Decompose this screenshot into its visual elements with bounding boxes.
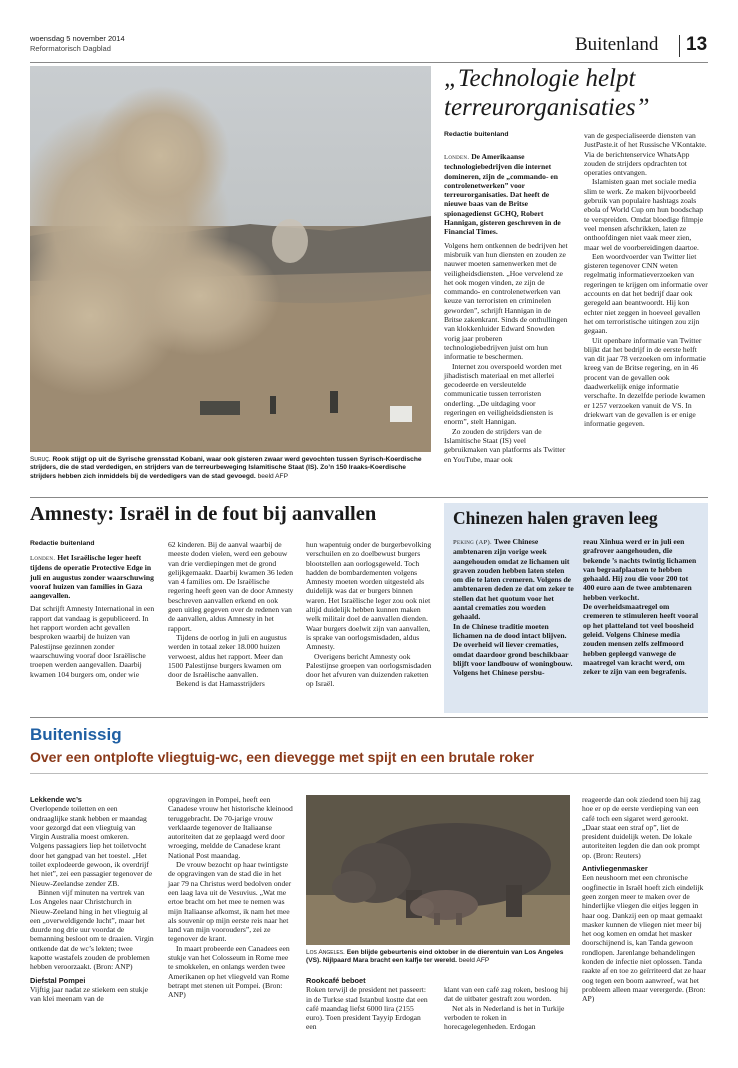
buitenissig-kicker: Buitenissig — [30, 725, 122, 744]
amnesty-paragraph: Overigens bericht Amnesty ook Palestijnse groepen van oorlogsmisdaden door het afvuren van duizenden raketten op Israël. — [306, 651, 432, 689]
header-paper: Reformatorisch Dagblad — [30, 44, 111, 53]
amnesty-intro: Het Israëlische leger heeft tijdens de operatie Protective Edge in juli en augustus zonder waarschuwing vooraf huizen van families in Gaza aangevallen. — [30, 553, 154, 601]
subhead-antivliegen: Antivliegenmasker — [582, 864, 648, 874]
china-paragraph: De overheidsmaatregel om cremeren te stimuleren heeft vooral op het platteland tot veel boosheid geleid. Volgens Chinese media zouden mensen zelfs zelfmoord hebben gepleegd vanwege de maatregel van kracht werd, om zeker te zijn van een begrafenis. — [583, 602, 699, 677]
amnesty-column-1 — [30, 553, 156, 679]
lead-paragraph: van de gespecialiseerde diensten van JustPaste.it of het Russische VKontakte. Via de berichtenservice WhatsApp zouden de strijders opdrachten tot operaties ontvangen. — [584, 131, 707, 178]
hippo-photo — [306, 795, 570, 945]
china-box — [444, 503, 708, 713]
section-rule — [30, 497, 708, 498]
lead-paragraph: Volgens hem ontkennen de bedrijven het misbruik van hun diensten en zouden ze nauwer moeten samenwerken met de veiligheidsdiensten. „Hoe vervelend ze het ook mogen vinden, ze zijn de commando- en controlenetwerken van keuze van terroristen en criminelen geworden”, schrijft Hannigan in de Britse zakenkrant. Sinds de onthullingen van klokkenluider Edward Snowden vorig jaar proberen technologiebedrijven juist om hun informatie te beschermen. — [444, 240, 568, 362]
caption-text: Rook stijgt op uit de Syrische grensstad Kobani, waar ook gisteren zwaar werd gevochten tussen Syrisch-Koerdische strijders, die de stad verdedigen, en strijders van de terreurbeweging Islamitische Staat (IS). Zo’n 150 Iraaks-Koerdische strijders hebben zich inmiddels bij de verdedigers van de stad gevoegd. — [30, 456, 422, 480]
buitenissig-paragraph: klant van een café zag roken, besloog hij dat de uitbater gestraft zou worden. — [444, 985, 568, 1004]
china-paragraph: In de Chinese traditie moeten lichamen na de dood intact blijven. De overheid wil liever crematies, omdat daardoor grond beschikbaar blijft voor landbouw of woningbouw. Volgens het Chinese persbu- — [453, 621, 573, 678]
amnesty-column-2 — [168, 540, 294, 689]
amnesty-paragraph: 62 kinderen. Bij de aanval waarbij de meeste doden vielen, werd een gebouw van drie verdiepingen met de grond gelijkgemaakt. Daarbij kwamen 36 leden van 4 families om. De Israëlische regering heeft geen van de door Amnesty beschreven aanvallen erkend en ook geen uitleg gegeven over de redenen van de aanvallen, aldus Amnesty in het rapport. — [168, 540, 294, 633]
kobani-photo — [30, 66, 431, 452]
section-rule — [30, 773, 708, 774]
amnesty-headline: Amnesty: Israël in de fout bij aanvallen — [30, 503, 377, 525]
page-number: 13 — [686, 34, 708, 55]
header-date: woensdag 5 november 2014 — [30, 34, 125, 43]
kobani-caption — [30, 456, 431, 481]
caption-text: Een blijde gebeurtenis eind oktober in de dierentuin van Los Angeles (VS). Nijlpaard Mara bracht een kalfje ter wereld. — [306, 949, 564, 965]
caption-credit: beeld AFP — [458, 957, 490, 965]
amnesty-paragraph: hun wapentuig onder de burgerbevolking verschuilen en zo doelbewust burgers blootstellen aan oorlogsgeweld. Toch hadden de bombardementen volgens Amnesty moeten worden uitgesteld als duidelijk was dat er burgers binnen waren. Het Israëlische leger zou ook niet altijd duidelijk hebben kunnen maken welk militair doel de aanvallen dienden. Waar burgers doelwit zijn van aanvallen, is sprake van oorlogsmisdaden, aldus Amnesty. — [306, 540, 432, 652]
amnesty-paragraph: Tijdens de oorlog in juli en augustus werden in totaal zeker 18.000 huizen verwoest, aldus het rapport. Meer dan 1500 Palestijnse burgers kwamen om door de Israëlische aanvallen. — [168, 632, 287, 680]
buitenissig-paragraph: Binnen vijf minuten na vertrek van Los Angeles naar Christchurch in Nieuw-Zeeland hing in het vliegtuig al een „overweldigende lucht”, maar het duurde nog drie uur voordat de bemanning besloot om te draaien. Virgin ontkende dat de wc’s lekten; twee kapotte wastafels zouden de problemen hebben veroorzaakt. (Bron: ANP) — [30, 887, 154, 972]
lead-column-2 — [584, 131, 708, 429]
buitenissig-paragraph: Een neushoorn met een chronische oogfinectie in Israël hoeft zich eindelijk geen zorgen meer te maken over de hinderlijke vliegen die eitjes leggen in haar oog. Dankzij een op maat gemaakt masker kunnen de vliegen niet meer bij het oog komen en omdat het masker doorschijnend is, kan Tanda gewoon rondlopen. Jarenlange behandelingen konden de infectie niet oplossen. Tanda raakte af en toe zo geïrriteerd dat ze haar oog tegen een boom aanwreef, wat het probleem alleen maar verergerde. (Bron: AP) — [582, 873, 706, 1004]
subhead-rookcafe: Rookcafé beboet — [306, 976, 366, 985]
header-rule — [30, 62, 708, 63]
amnesty-column-3 — [306, 540, 432, 689]
amnesty-byline: Redactie buitenland — [30, 540, 95, 547]
lead-paragraph: Internet zou overspoeld worden met jihadistisch materiaal en met allerlei gecodeerde en versleutelde communicatie tussen terroristen onderling. „De uitdaging voor regeringen en veiligheidsdiensten is enorm”, stelt Hannigan. — [444, 361, 562, 427]
buitenissig-paragraph: De vrouw bezocht op haar twintigste de opgravingen van de stad die in het jaar 79 na Christus werd bedolven onder een laag lava uit de Vesuvius. „Wat me ertoe bracht om het mee te nemen was mijn Italiaanse afkomst, ik nam het mee als souvenir op mijn eerste reis naar het land van mijn voorouders”, zei ze tegenover de krant. — [168, 860, 292, 944]
lead-dateline: Londen. — [444, 154, 470, 161]
rookcafe-column-b — [444, 985, 568, 1031]
lead-paragraph: Een woordvoerder van Twitter liet gisteren tegenover CNN weten regelmatig informatieverzoeken van regeringen te krijgen om informatie over accounts en dat het bedrijf daar ook geregeld aan beantwoordt. Hij kon echter niet zeggen in hoeveel gevallen het om terroristische uitingen zou zijn gegaan. — [584, 251, 708, 336]
caption-credit: beeld AFP — [257, 472, 288, 480]
buitenissig-paragraph: Vijftig jaar nadat ze stiekem een stukje van klei meenam van de — [30, 984, 149, 1004]
subhead-lekkende: Lekkende wc’s — [30, 795, 82, 804]
caption-location: Suruç. — [30, 456, 51, 463]
buitenissig-paragraph: Net als in Nederland is het in Turkije verboden te roken in horecagelegenheden. Erdogan — [444, 1003, 565, 1032]
lead-paragraph: Zo zouden de strijders van de Islamitische Staat (IS) veel gebruikmaken van platforms als Twitter en YouTube, maar ook — [444, 426, 566, 464]
buitenissig-paragraph: opgravingen in Pompei, heeft een Canadese vrouw het historische kleinood teruggebracht. De 70-jarige vrouw verklaarde tegenover de Italiaanse autoriteiten dat ze geplaagd werd door wroeging, meldde de Canadese krant National Post maandag. — [168, 795, 293, 860]
amnesty-dateline: Londen. — [30, 555, 56, 562]
hippo-caption — [306, 949, 570, 966]
lead-paragraph: Uit openbare informatie van Twitter blijkt dat het bedrijf in de eerste helft van dit jaar 78 verzoeken om informatie kreeg van de Britse regering, en in 46 procent van de gevallen ook daadwerkelijk enige informatie verschafte. In dezelfde periode kwamen er 1257 verzoeken vanuit de VS. In driekwart van de gevallen is er enige informatie gegeven. — [584, 335, 706, 429]
header-divider — [679, 35, 680, 57]
buitenissig-paragraph: reageerde dan ook ziedend toen hij zag hoe er op de eerste verdieping van een café toch een sigaret werd gerookt. „Daar staat een straf op”, liet de president duidelijk weten. De lokale autoriteiten legden die dan ook prompt op. (Bron: Reuters) — [582, 795, 701, 860]
buitenissig-column-1 — [30, 795, 154, 1004]
buitenissig-paragraph: Overlopende toiletten en een ondraaglijke stank hebben er maandag voor gezorgd dat een vliegtuig van Virgin Australia moest omkeren. Volgens passagiers liep het toiletvocht door het gangpad van het toestel. „Het toilet explodeerde gewoon, ik overdrijf het niet”, zei een passagier tegenover de Nieuw-Zeelandse zender ZB. — [30, 804, 153, 888]
lead-intro: De Amerikaanse technologiebedrijven die internet domineren, zijn de „commando- en controlenetwerken” voor terreurorganisaties. Dat heeft de nieuwe baas van de Britse spionagedienst GCHQ, Robert Hannigan, gisteren geschreven in de Financial Times. — [444, 152, 561, 237]
lead-paragraph: Islamisten gaan met sociale media slim te werk. Ze maken bijvoorbeeld gebruik van populaire hashtags zoals ebola of World Cup om hun boodschap te verspreiden. Omdat bloedige filmpje veel mensen afschrikken, laten ze onthoofdingen niet vaak meer zien, maar wel de voorbereidingen daartoe. — [584, 177, 704, 252]
buitenissig-headline: Over een ontplofte vliegtuig-wc, een dievegge met spijt en een brutale roker — [30, 749, 535, 765]
amnesty-paragraph: Dat schrijft Amnesty International in een rapport dat vandaag is gepubliceerd. In het rapport worden acht gevallen besproken waarbij de huizen van Palestijnse gezinnen zonder waarschuwing vooraf door Israëlische troepen werden aangevallen. Daarbij kwamen 104 burgers om, onder wie — [30, 604, 155, 679]
section-rule — [30, 717, 708, 718]
china-dateline: Peking (AP). — [453, 539, 492, 546]
china-column-2 — [583, 537, 701, 676]
lead-headline: „Technologie helpt terreurorganisaties” — [444, 65, 650, 121]
buitenissig-column-4 — [582, 795, 708, 1004]
caption-location: Los Angeles. — [306, 949, 345, 956]
buitenissig-paragraph: In maart probeerde een Canadees een stukje van het Colosseum in Rome mee te smokkelen, en onlangs werden twee Amerikanen op het vliegveld van Rome betrapt met stenen uit Pompei. (Bron: ANP) — [168, 943, 290, 1000]
lead-byline: Redactie buitenland — [444, 131, 509, 138]
buitenissig-paragraph: Roken terwijl de president net passeert: in de Turkse stad Istanbul kostte dat een café maandag liefst 6000 lira (2155 euro). Toen president Tayyip Erdogan een — [306, 985, 428, 1032]
china-paragraph: Twee Chinese ambtenaren zijn vorige week aangehouden omdat ze lichamen uit graven zouden hebben laten stelen om die te laten cremeren. Volgens de ambtenaren deden ze dat om zeker te stellen dat het quotum voor het aantal crematies zou worden gehaald. — [453, 537, 574, 622]
amnesty-paragraph: Bekend is dat Hamasstrijders — [176, 679, 265, 689]
china-headline: Chinezen halen graven leeg — [453, 508, 658, 528]
subhead-pompei: Diefstal Pompei — [30, 975, 86, 985]
china-column-1 — [453, 537, 574, 677]
rookcafe-column-a — [306, 976, 430, 1032]
buitenissig-column-2 — [168, 795, 294, 1000]
lead-column-1 — [444, 152, 568, 464]
china-paragraph: reau Xinhua werd er in juli een grafrover aangehouden, die bekende ’s nachts twintig lichamen van begraafplaatsen te hebben gehaald. Hij zou die voor 200 tot 400 euro aan de twee ambtenaren hebben verkocht. — [583, 537, 697, 602]
section-title: Buitenland — [575, 34, 659, 55]
